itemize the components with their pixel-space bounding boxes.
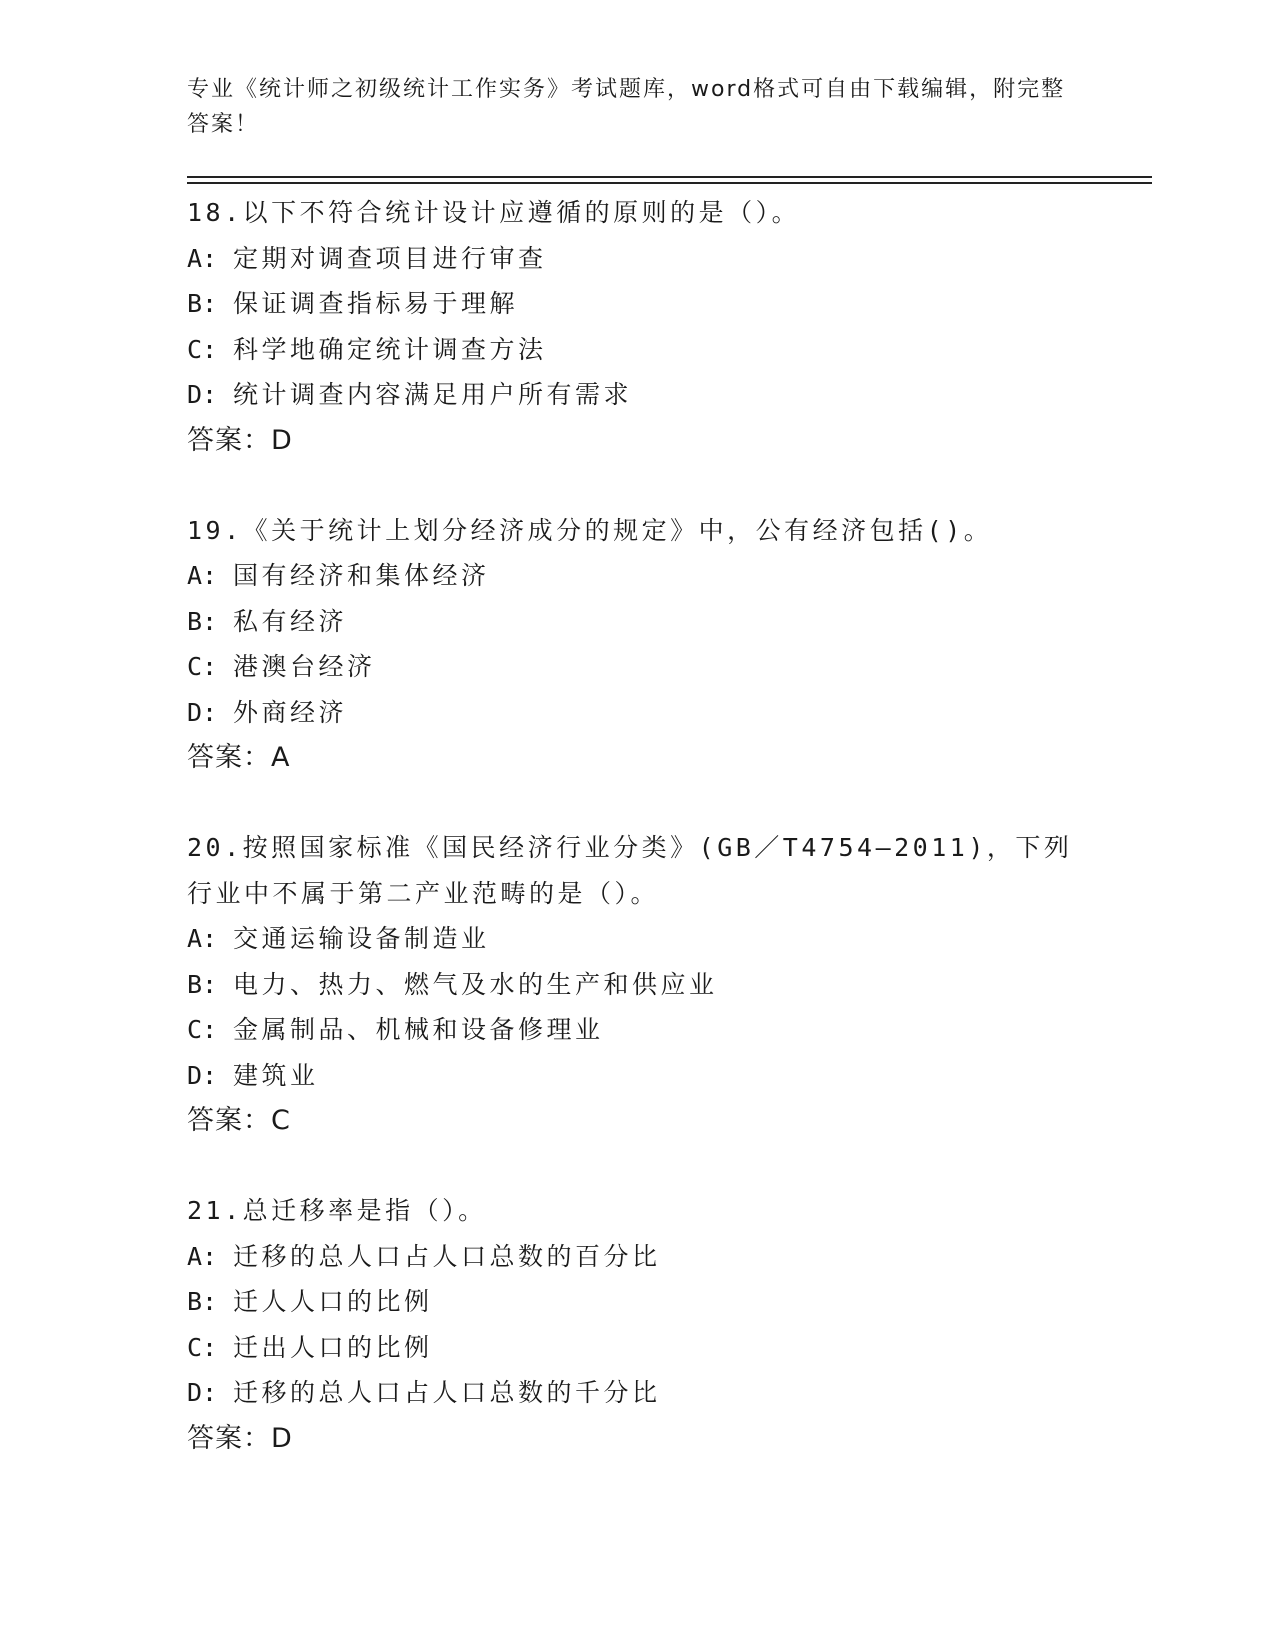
option-text: 迁移的总人口占人口总数的千分比 [233,1378,661,1407]
option-letter: D: [187,1060,218,1090]
option-b [187,1279,1077,1325]
option-c [187,1007,1077,1053]
option-letter: D: [187,697,218,727]
option-letter: A: [187,1241,218,1271]
option-text: 迁人人口的比例 [233,1287,433,1316]
option-b [187,962,1077,1008]
option-a [187,1234,1077,1280]
option-letter: C: [187,1332,218,1362]
option-letter: A: [187,561,218,590]
option-text: 电力、热力、燃气及水的生产和供应业 [233,969,718,999]
option-text: 迁移的总人口占人口总数的百分比 [233,1241,661,1271]
option-c [187,327,1077,373]
option-text: 港澳台经济 [233,652,376,681]
option-text: 科学地确定统计调查方法 [233,334,547,364]
option-text: 交通运输设备制造业 [233,924,490,953]
option-text: 保证调查指标易于理解 [233,289,519,318]
option-letter: D: [187,380,218,409]
option-letter: C: [187,1015,218,1044]
question-stem: 21.总迁移率是指（）。 [187,1196,487,1225]
answer-line: 答案：A [187,742,291,773]
option-text: 私有经济 [233,606,348,636]
question-stem: 18.以下不符合统计设计应遵循的原则的是（）。 [187,198,801,227]
question-19 [187,508,1077,782]
answer-line: 答案：C [187,1105,291,1136]
option-letter: C: [187,334,218,364]
option-d [187,690,1077,736]
question-stem: 20.按照国家标准《国民经济行业分类》(GB／T4754—2011)，下列行业中不属于第二产业范畴的是（）。 [187,833,1073,908]
option-b [187,281,1077,327]
question-18 [187,190,1077,464]
option-text: 迁出人口的比例 [233,1332,433,1362]
option-b [187,599,1077,645]
option-letter: A: [187,243,218,273]
option-letter: B: [187,289,218,318]
option-c [187,1325,1077,1371]
header-divider-bottom [187,182,1152,184]
option-text: 外商经济 [233,697,348,727]
question-21 [187,1188,1077,1462]
option-a [187,916,1077,962]
header-divider-top [187,176,1152,178]
option-a [187,236,1077,282]
option-letter: B: [187,1287,218,1316]
option-d [187,372,1077,418]
option-letter: D: [187,1378,218,1407]
option-text: 金属制品、机械和设备修理业 [233,1015,604,1044]
answer-line: 答案：D [187,424,293,456]
option-text: 定期对调查项目进行审查 [233,243,547,273]
option-text: 建筑业 [233,1060,319,1090]
option-letter: A: [187,924,218,953]
document-intro: 专业《统计师之初级统计工作实务》考试题库，word格式可自由下载编辑，附完整答案！ [187,77,1066,137]
option-d [187,1370,1077,1416]
option-a [187,553,1077,599]
option-letter: C: [187,652,218,681]
option-d [187,1053,1077,1099]
question-list [187,190,1077,1462]
option-letter: B: [187,606,218,636]
option-c [187,644,1077,690]
question-20 [187,825,1077,1144]
option-text: 统计调查内容满足用户所有需求 [233,380,633,409]
option-letter: B: [187,969,218,999]
question-stem: 19.《关于统计上划分经济成分的规定》中，公有经济包括()。 [187,515,993,545]
answer-line: 答案：D [187,1422,293,1454]
option-text: 国有经济和集体经济 [233,561,490,590]
